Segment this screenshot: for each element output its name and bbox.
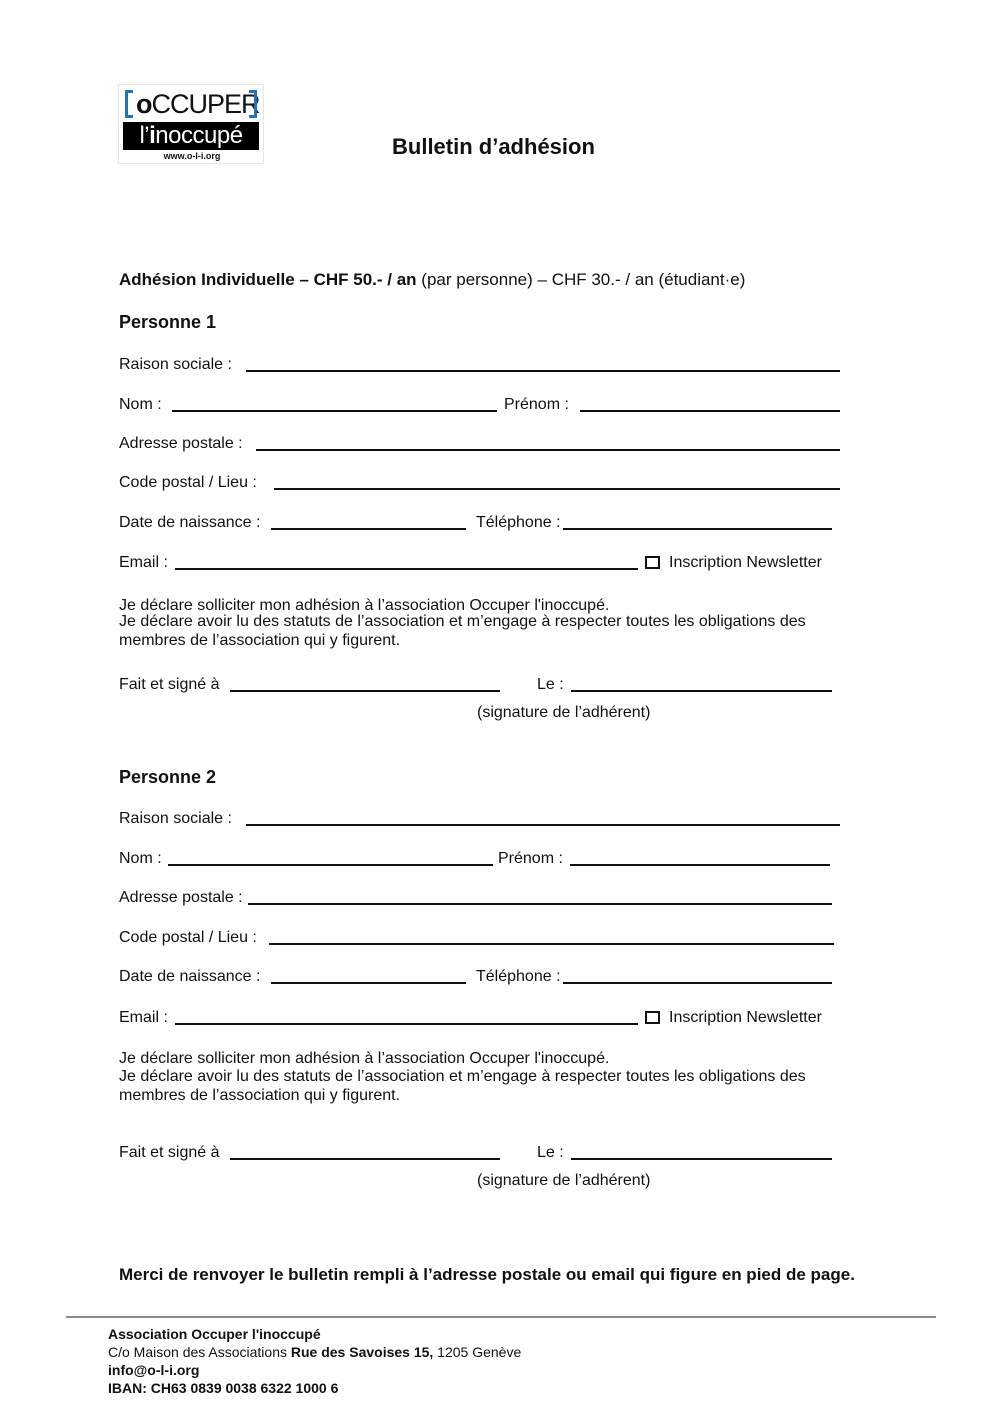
date-naissance-label: Date de naissance : <box>119 514 261 531</box>
declaration-1: Je déclare solliciter mon adhésion à l’association Occuper l'inoccupé. <box>119 1050 610 1067</box>
code-postal-label: Code postal / Lieu : <box>119 929 257 946</box>
telephone-field[interactable] <box>563 528 832 530</box>
adresse-postale-label: Adresse postale : <box>119 889 243 906</box>
nom-field[interactable] <box>168 864 493 866</box>
telephone-label: Téléphone : <box>476 968 561 985</box>
declaration-1: Je déclare solliciter mon adhésion à l’association Occuper l'inoccupé. <box>119 597 610 614</box>
footer-address: C/o Maison des Associations Rue des Savoises 15, 1205 Genève <box>108 1344 522 1360</box>
footer-org-name: Association Occuper l'inoccupé <box>108 1326 321 1342</box>
membership-pricing: Adhésion Individuelle – CHF 50.- / an (par personne) – CHF 30.- / an (étudiant·e) <box>119 270 746 289</box>
person-2-heading: Personne 2 <box>119 767 217 787</box>
declaration-2: Je déclare avoir lu des statuts de l’association et m’engage à respecter toutes les obligations des membres de l’association qui y figurent. <box>119 613 806 649</box>
logo-top-word: oCCUPER <box>136 89 260 119</box>
closing-note: Merci de renvoyer le bulletin rempli à l’adresse postale ou email qui figure en pied de page. <box>119 1265 855 1284</box>
footer-iban: IBAN: CH63 0839 0038 6322 1000 6 <box>108 1380 339 1396</box>
adresse-postale-field[interactable] <box>248 903 832 905</box>
prenom-field[interactable] <box>580 410 840 412</box>
logo-bottom-word: l’inoccupé <box>123 122 259 150</box>
person-1-heading: Personne 1 <box>119 312 217 332</box>
newsletter-checkbox[interactable] <box>645 556 660 569</box>
email-label: Email : <box>119 1009 168 1026</box>
code-postal-field[interactable] <box>269 943 834 945</box>
raison-sociale-label: Raison sociale : <box>119 356 232 373</box>
logo-top <box>123 88 259 121</box>
nom-label: Nom : <box>119 396 162 413</box>
prenom-field[interactable] <box>570 864 830 866</box>
raison-sociale-field[interactable] <box>246 824 840 826</box>
logo-url: www.o-l-i.org <box>163 151 221 161</box>
date-naissance-label: Date de naissance : <box>119 968 261 985</box>
newsletter-label: Inscription Newsletter <box>669 1009 822 1026</box>
date-field[interactable] <box>571 690 832 692</box>
code-postal-label: Code postal / Lieu : <box>119 474 257 491</box>
fait-signe-label: Fait et signé à <box>119 1144 220 1161</box>
nom-label: Nom : <box>119 850 162 867</box>
page-title: Bulletin d’adhésion <box>392 134 595 159</box>
date-naissance-field[interactable] <box>271 528 466 530</box>
code-postal-field[interactable] <box>274 488 840 490</box>
email-field[interactable] <box>175 568 638 570</box>
raison-sociale-field[interactable] <box>246 370 840 372</box>
prenom-label: Prénom : <box>504 396 569 413</box>
fait-signe-field[interactable] <box>230 1158 500 1160</box>
footer-divider <box>66 1316 936 1318</box>
date-naissance-field[interactable] <box>271 982 466 984</box>
email-field[interactable] <box>175 1023 638 1025</box>
email-label: Email : <box>119 554 168 571</box>
date-label: Le : <box>537 1144 564 1161</box>
prenom-label: Prénom : <box>498 850 563 867</box>
adresse-postale-label: Adresse postale : <box>119 435 243 452</box>
declaration-2: Je déclare avoir lu des statuts de l’association et m’engage à respecter toutes les obligations des membres de l’association qui y figurent. <box>119 1068 806 1104</box>
date-field[interactable] <box>571 1158 832 1160</box>
telephone-label: Téléphone : <box>476 514 561 531</box>
signature-caption: (signature de l’adhérent) <box>477 704 651 721</box>
logo-bracket-right-icon <box>249 90 257 118</box>
newsletter-label: Inscription Newsletter <box>669 554 822 571</box>
signature-caption: (signature de l’adhérent) <box>477 1172 651 1189</box>
telephone-field[interactable] <box>563 982 832 984</box>
fait-signe-field[interactable] <box>230 690 500 692</box>
logo <box>118 84 264 164</box>
newsletter-checkbox[interactable] <box>645 1011 660 1024</box>
logo-bracket-left-icon <box>125 90 133 118</box>
fait-signe-label: Fait et signé à <box>119 676 220 693</box>
adresse-postale-field[interactable] <box>256 449 840 451</box>
footer-email[interactable]: info@o-l-i.org <box>108 1362 200 1378</box>
date-label: Le : <box>537 676 564 693</box>
nom-field[interactable] <box>172 410 497 412</box>
raison-sociale-label: Raison sociale : <box>119 810 232 827</box>
